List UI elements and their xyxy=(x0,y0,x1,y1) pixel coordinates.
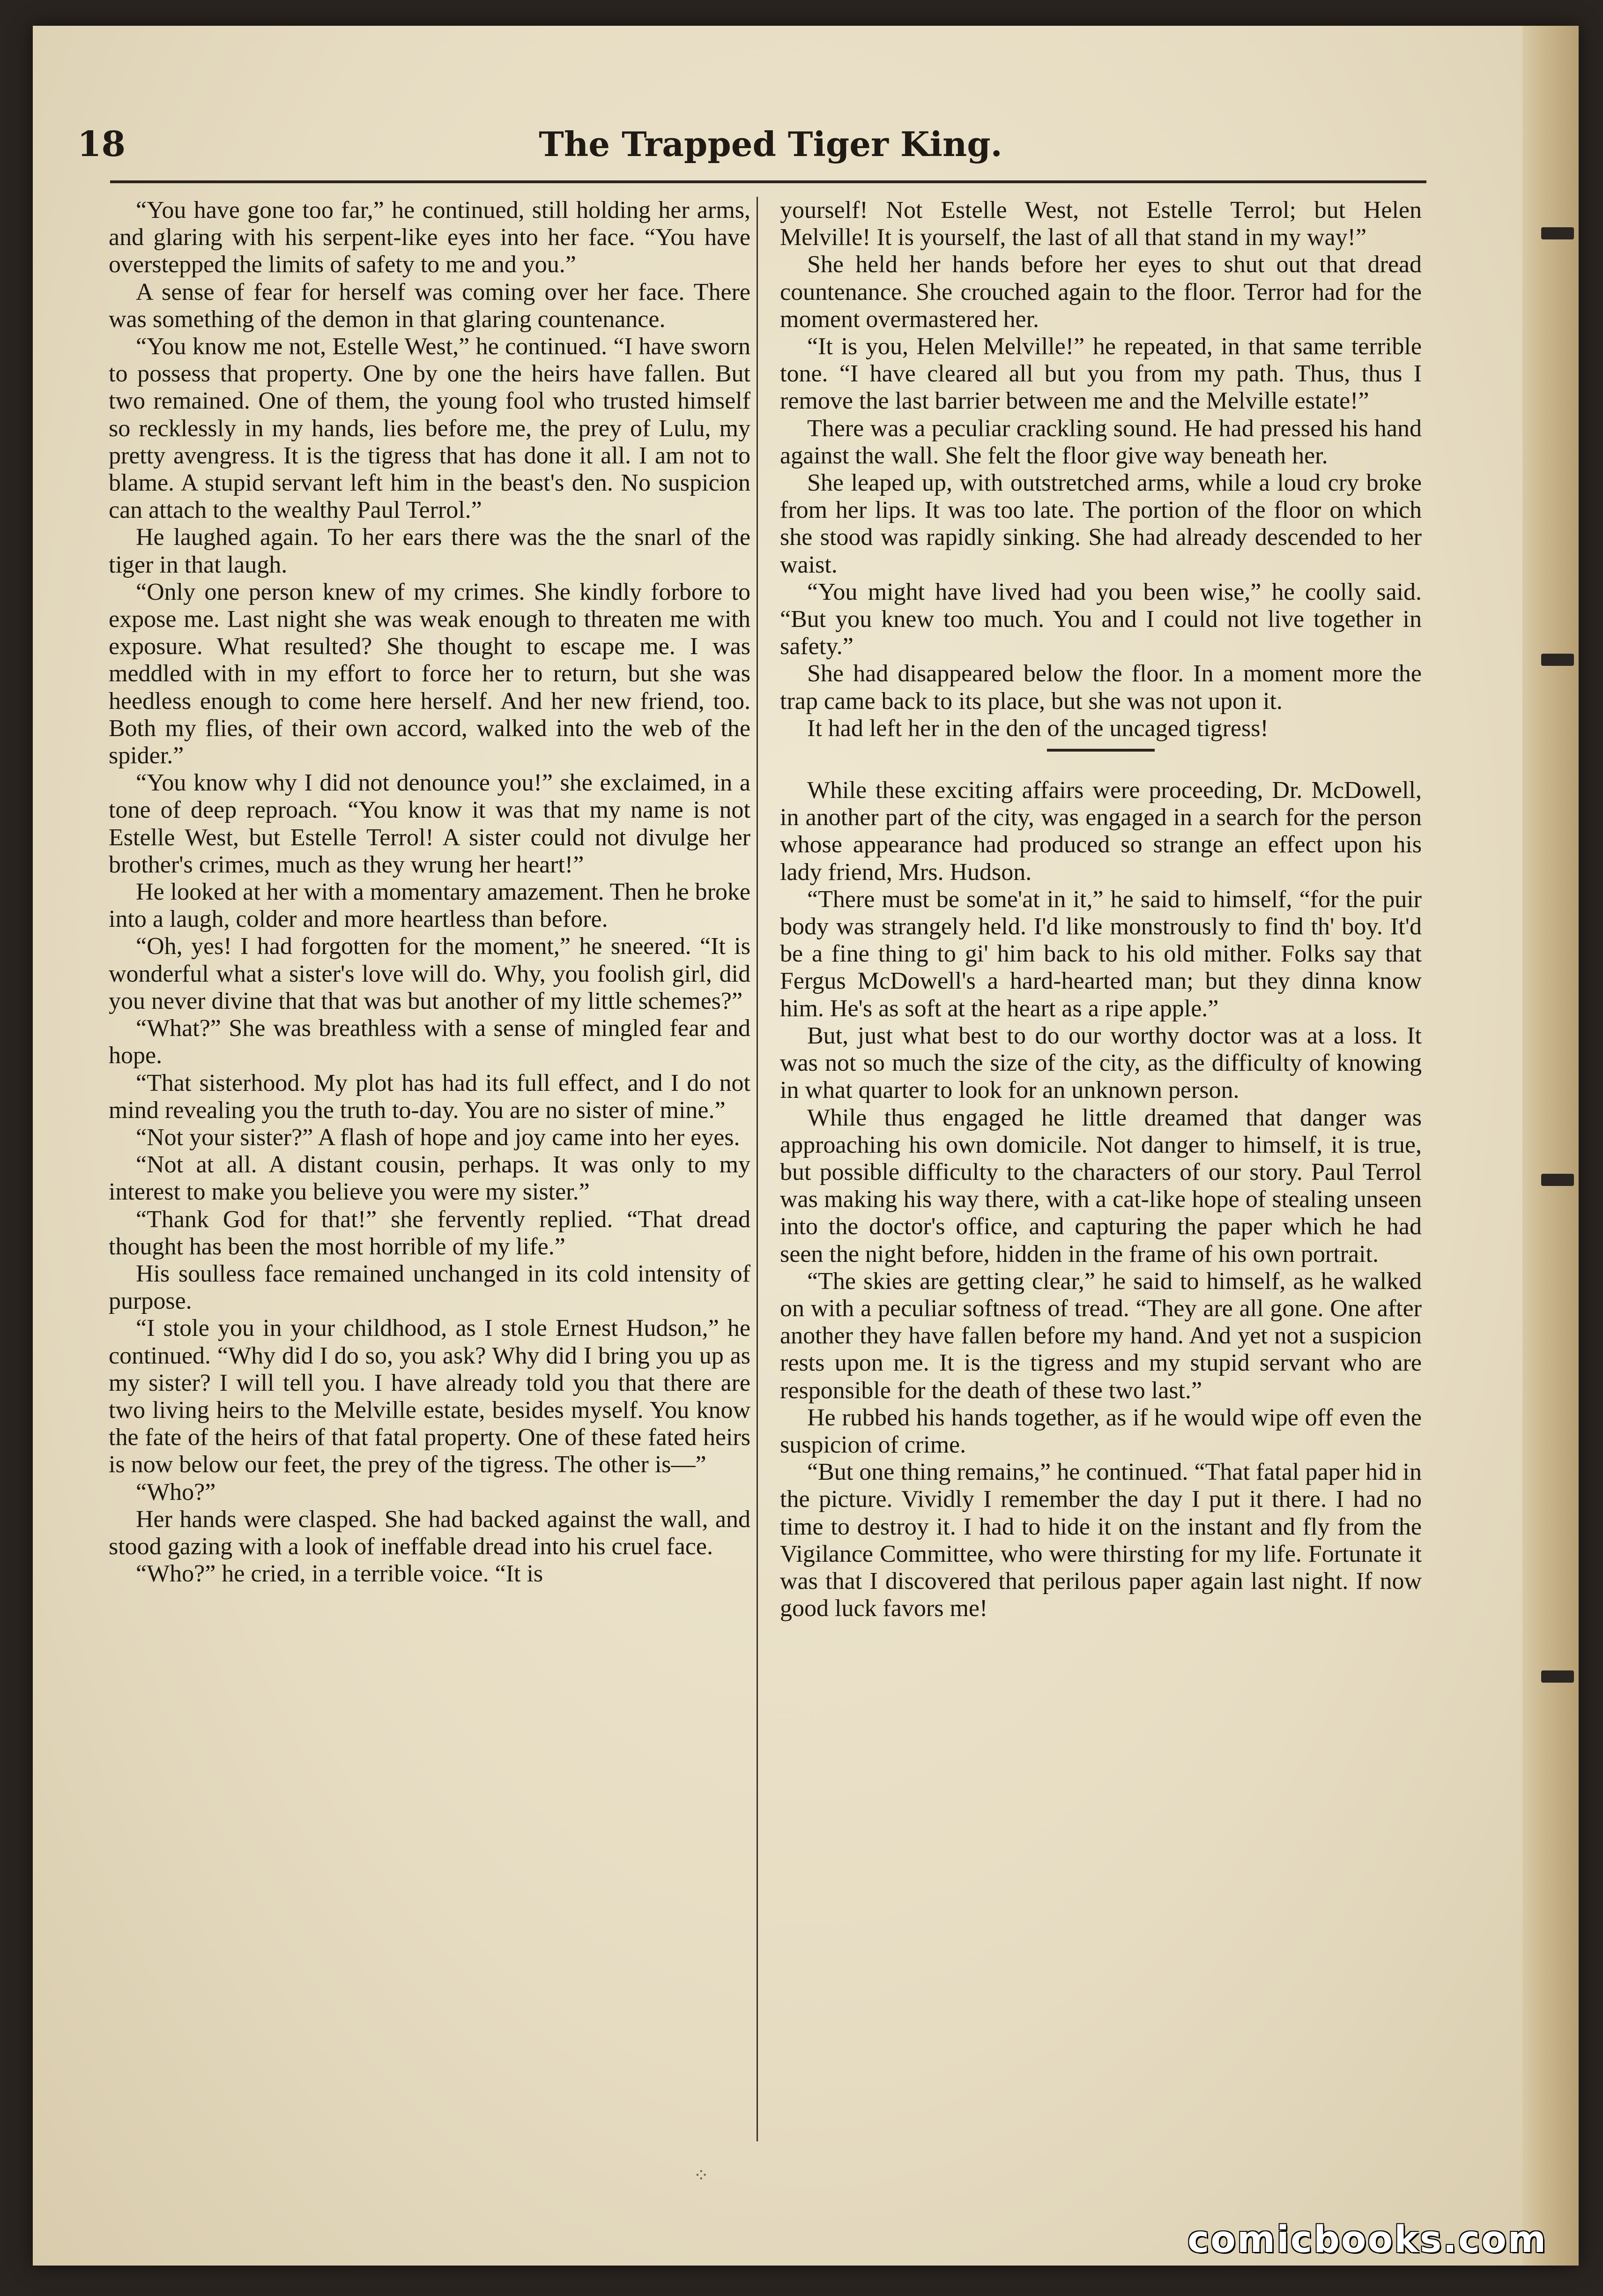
binding-staple xyxy=(1541,654,1574,666)
section-break-rule xyxy=(1047,749,1155,752)
paragraph: “Who?” he cried, in a terrible voice. “It is xyxy=(136,1560,543,1588)
paragraph: While thus engaged he little dreamed that danger was approaching his own domicile. Not danger to himself, it is true, but possible difficulty to the characters of our story. Paul Terrol was making his way there, with a cat-like hope of stealing unseen into the doctor's office, and capturing the paper which he had seen the night before, hidden in the frame of his own portrait. xyxy=(780,1104,1422,1267)
paragraph: There was a peculiar crackling sound. He had pressed his hand against the wall. She felt the floor give way beneath her. xyxy=(780,415,1422,469)
column-divider xyxy=(757,197,758,2141)
paragraph: He looked at her with a momentary amazement. Then he broke into a laugh, colder and more heartless than before. xyxy=(109,879,750,933)
right-column xyxy=(780,197,1422,1622)
page-spine xyxy=(1522,26,1579,2266)
paragraph: “There must be some'at in it,” he said to himself, “for the puir body was strangely held. I'd like monstrously to find th' boy. It'd be a fine thing to gi' him back to his old mither. Folks say that Fergus McDowell's a hard-hearted man; but they dinna know him. He's as soft at the heart as a ripe apple.” xyxy=(780,886,1422,1022)
paragraph: “Who?” xyxy=(136,1478,216,1506)
paragraph: “It is you, Helen Melville!” he repeated, in that same terrible tone. “I have cleared all but you from my path. Thus, thus I remove the last barrier between me and the Melville estate!” xyxy=(780,333,1422,415)
binding-staple xyxy=(1541,1174,1574,1186)
paragraph: “That sisterhood. My plot has had its full effect, and I do not mind revealing you the truth to-day. You are no sister of mine.” xyxy=(109,1069,750,1124)
paragraph: “You know me not, Estelle West,” he continued. “I have sworn to possess that property. One by one the heirs have fallen. But two remained. One of them, the young fool who trusted himself so recklessly in my hands, lies before me, the prey of Lulu, my pretty avengress. It is the tigress that has done it all. I am not to blame. A stupid servant left him in the beast's den. No suspicion can attach to the wealthy Paul Terrol.” xyxy=(109,333,750,524)
paragraph: yourself! Not Estelle West, not Estelle Terrol; but Helen Melville! It is yourself, the last of all that stand in my way!” xyxy=(780,197,1422,251)
print-smudge: ⁘ xyxy=(693,2165,709,2186)
paragraph: “The skies are getting clear,” he said to himself, as he walked on with a peculiar softness of tread. “They are all gone. One after another they have fallen before my hand. And yet not a suspicion rests upon me. It is the tigress and my stupid servant who are responsible for the death of these two last.” xyxy=(780,1267,1422,1404)
paragraph: He laughed again. To her ears there was the the snarl of the tiger in that laugh. xyxy=(109,524,750,578)
paragraph: “You have gone too far,” he continued, still holding her arms, and glaring with his serpent-like eyes into her face. “You have overstepped the limits of safety to me and you.” xyxy=(109,197,750,278)
binding-staple xyxy=(1541,227,1574,239)
header-rule xyxy=(110,180,1426,183)
binding-staple xyxy=(1541,1670,1574,1683)
paragraph: “But one thing remains,” he continued. “That fatal paper hid in the picture. Vividly I remember the day I put it there. I had no time to destroy it. I had to hide it on the instant and fly from the Vigilance Committee, who were thirsting for my life. Fortunate it was that I discovered that perilous paper again last night. If now good luck favors me! xyxy=(780,1459,1422,1622)
page-header xyxy=(77,119,1464,171)
paragraph: While these exciting affairs were proceeding, Dr. McDowell, in another part of the city, was engaged in a search for the person whose appearance had produced so strange an effect upon his lady friend, Mrs. Hudson. xyxy=(780,777,1422,886)
paragraph: “Oh, yes! I had forgotten for the moment,” he sneered. “It is wonderful what a sister's love will do. Why, you foolish girl, did you never divine that that was but another of my little schemes?” xyxy=(109,933,750,1014)
paragraph: “What?” She was breathless with a sense of mingled fear and hope. xyxy=(109,1015,750,1069)
running-title: The Trapped Tiger King. xyxy=(539,124,1002,164)
paragraph: It had left her in the den of the uncaged tigress! xyxy=(807,715,1269,742)
paragraph: He rubbed his hands together, as if he would wipe off even the suspicion of crime. xyxy=(780,1404,1422,1458)
paragraph: “You know why I did not denounce you!” she exclaimed, in a tone of deep reproach. “You know it was that my name is not Estelle West, but Estelle Terrol! A sister could not divulge her brother's crimes, much as they wrung her heart!” xyxy=(109,769,750,878)
paragraph: His soulless face remained unchanged in its cold intensity of purpose. xyxy=(109,1260,750,1315)
paragraph: “I stole you in your childhood, as I stole Ernest Hudson,” he continued. “Why did I do so, you ask? Why did I bring you up as my sister? I will tell you. I have already told you that there are two living heirs to the Melville estate, besides myself. You know the fate of the heirs of that fatal property. One of these fated heirs is now below our feet, the prey of the tigress. The other is—” xyxy=(109,1315,750,1478)
paragraph: She leaped up, with outstretched arms, while a loud cry broke from her lips. It was too late. The portion of the floor on which she stood was rapidly sinking. She had already descended to her waist. xyxy=(780,470,1422,578)
left-column xyxy=(109,197,750,1588)
paragraph: Her hands were clasped. She had backed against the wall, and stood gazing with a look of ineffable dread into his cruel face. xyxy=(109,1506,750,1560)
paragraph: She held her hands before her eyes to shut out that dread countenance. She crouched again to the floor. Terror had for the moment overmastered her. xyxy=(780,251,1422,333)
site-watermark: comicbooks.com xyxy=(1187,2219,1548,2261)
paragraph: “Thank God for that!” she fervently replied. “That dread thought has been the most horrible of my life.” xyxy=(109,1206,750,1260)
paragraph: “You might have lived had you been wise,” he coolly said. “But you knew too much. You and I could not live together in safety.” xyxy=(780,578,1422,660)
page-number: 18 xyxy=(77,124,126,164)
paragraph: “Not at all. A distant cousin, perhaps. It was only to my interest to make you believe you were my sister.” xyxy=(109,1151,750,1206)
paragraph: But, just what best to do our worthy doctor was at a loss. It was not so much the size of the city, as the difficulty of knowing in what quarter to look for an unknown person. xyxy=(780,1022,1422,1104)
paragraph: “Only one person knew of my crimes. She kindly forbore to expose me. Last night she was weak enough to threaten me with exposure. What resulted? She thought to escape me. I was meddled with in my effort to force her to return, but she was heedless enough to come here herself. And her new friend, too. Both my flies, of their own accord, walked into the web of the spider.” xyxy=(109,578,750,769)
paragraph: “Not your sister?” A flash of hope and joy came into her eyes. xyxy=(136,1124,740,1151)
paragraph: She had disappeared below the floor. In a moment more the trap came back to its place, but she was not upon it. xyxy=(780,660,1422,715)
paragraph: A sense of fear for herself was coming over her face. There was something of the demon in that glaring countenance. xyxy=(109,278,750,333)
